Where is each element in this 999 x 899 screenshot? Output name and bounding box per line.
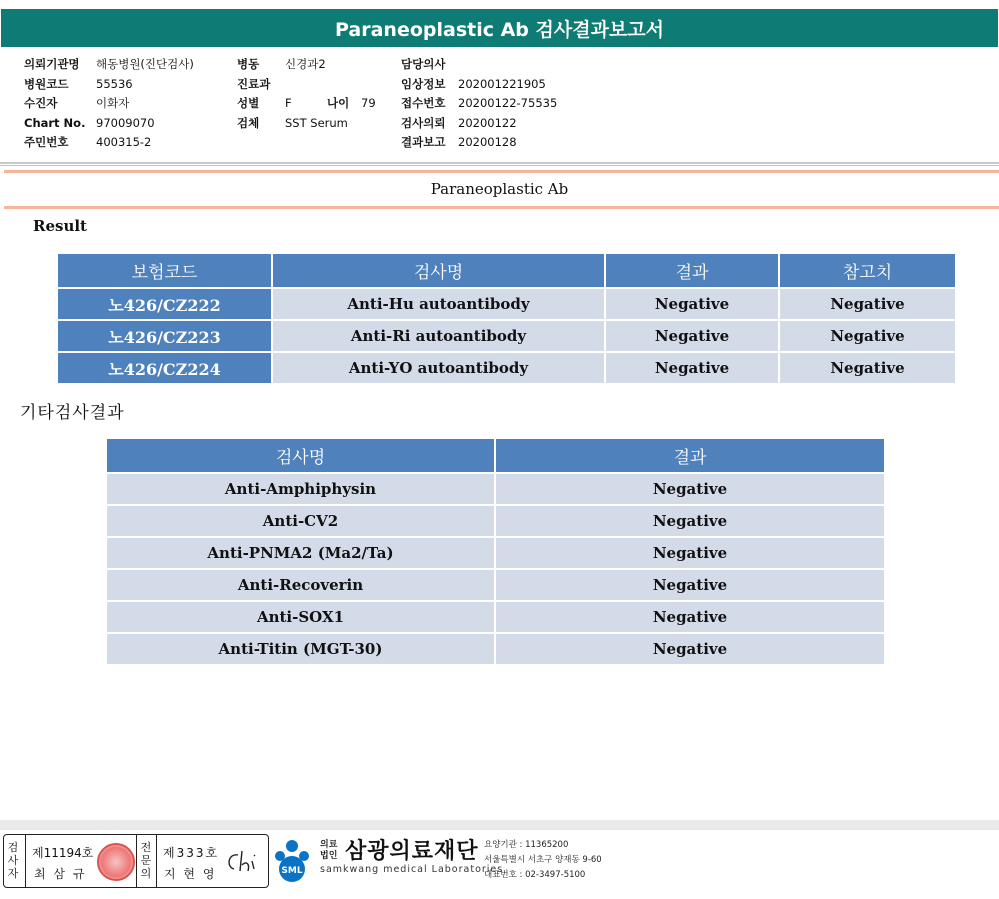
other-table-header bbox=[106, 438, 885, 473]
test-result: Negative bbox=[495, 473, 885, 505]
org-type: 의료 법인 bbox=[320, 840, 338, 861]
reference-value: Negative bbox=[779, 288, 956, 320]
report-subtitle: Paraneoplastic Ab bbox=[430, 180, 569, 198]
insurance-code: 노426/CZ224 bbox=[57, 352, 272, 384]
test-name: Anti-YO autoantibody bbox=[272, 352, 605, 384]
specialist-vertical-label: 전문의 bbox=[140, 841, 152, 880]
org-code: 요양기관 : 11365200 bbox=[484, 840, 569, 850]
info-label: Chart No. bbox=[24, 115, 86, 130]
table-row bbox=[106, 473, 885, 505]
specialist-license-no: 제333호 bbox=[163, 846, 220, 860]
info-value: 해동병원(진단검사) bbox=[96, 57, 194, 71]
info-value: 20200122 bbox=[458, 115, 517, 130]
org-phone: 대표번호 : 02-3497-5100 bbox=[484, 870, 586, 880]
seal-stamp-icon bbox=[97, 843, 135, 881]
test-name: Anti-CV2 bbox=[106, 505, 495, 537]
result-table-header bbox=[57, 253, 956, 288]
inspector-vertical-label: 검사자 bbox=[7, 841, 19, 880]
info-value: 20200122-75535 bbox=[458, 96, 558, 110]
table-row bbox=[57, 288, 956, 320]
test-result: Negative bbox=[605, 352, 779, 384]
info-label: 의뢰기관명 bbox=[24, 57, 80, 71]
col-header-insurance-code: 보험코드 bbox=[57, 253, 272, 288]
insurance-code: 노426/CZ223 bbox=[57, 320, 272, 352]
info-value: 신경과2 bbox=[285, 57, 326, 71]
other-results-heading: 기타검사결과 bbox=[20, 403, 125, 423]
col-header-test-name: 검사명 bbox=[106, 438, 495, 473]
info-value: 55536 bbox=[96, 76, 133, 91]
test-result: Negative bbox=[495, 633, 885, 665]
info-label: 성별 bbox=[237, 96, 260, 110]
info-label: 접수번호 bbox=[401, 96, 446, 110]
age-label: 나이 bbox=[327, 96, 350, 110]
info-label: 진료과 bbox=[237, 76, 271, 91]
info-value: 97009070 bbox=[96, 115, 155, 130]
test-name: Anti-Recoverin bbox=[106, 569, 495, 601]
table-row bbox=[106, 537, 885, 569]
info-col2 bbox=[237, 55, 376, 133]
info-label: 임상정보 bbox=[401, 76, 446, 91]
table-row bbox=[57, 320, 956, 352]
info-label: 병원코드 bbox=[24, 76, 69, 91]
org-name: 삼광의료재단 bbox=[345, 839, 479, 864]
report-title: Paraneoplastic Ab 검사결과보고서 bbox=[1, 9, 998, 47]
table-row bbox=[106, 601, 885, 633]
test-result: Negative bbox=[495, 569, 885, 601]
test-result: Negative bbox=[605, 288, 779, 320]
test-name: Anti-SOX1 bbox=[106, 601, 495, 633]
info-col3 bbox=[401, 55, 557, 153]
info-value: 400315-2 bbox=[96, 135, 152, 149]
test-result: Negative bbox=[495, 505, 885, 537]
org-english-name: samkwang medical Laboratories bbox=[320, 864, 504, 875]
info-label: 결과보고 bbox=[401, 135, 446, 149]
info-label: 검체 bbox=[237, 115, 260, 130]
test-name: Anti-PNMA2 (Ma2/Ta) bbox=[106, 537, 495, 569]
result-heading: Result bbox=[33, 217, 87, 235]
info-label: 병동 bbox=[237, 57, 260, 71]
test-name: Anti-Amphiphysin bbox=[106, 473, 495, 505]
org-address: 서울특별시 서초구 양재동 9-60 bbox=[484, 855, 602, 865]
col-header-reference: 참고치 bbox=[779, 253, 956, 288]
sig-divider bbox=[136, 835, 137, 887]
table-row bbox=[57, 352, 956, 384]
other-results-table bbox=[105, 437, 886, 666]
info-value: 20200128 bbox=[458, 135, 517, 149]
test-name: Anti-Hu autoantibody bbox=[272, 288, 605, 320]
reference-value: Negative bbox=[779, 320, 956, 352]
specialist-name: 지 현 영 bbox=[164, 867, 217, 881]
info-value: 202001221905 bbox=[458, 76, 546, 91]
result-table bbox=[56, 252, 957, 385]
sig-divider bbox=[156, 835, 157, 887]
inspector-name: 최 삼 규 bbox=[34, 867, 87, 881]
footer-band bbox=[0, 820, 999, 830]
subtitle-rule-bottom bbox=[4, 206, 999, 209]
table-row bbox=[106, 569, 885, 601]
col-header-test-name: 검사명 bbox=[272, 253, 605, 288]
info-value: 이화자 bbox=[96, 96, 130, 110]
signature-box bbox=[3, 834, 269, 888]
col-header-result: 결과 bbox=[605, 253, 779, 288]
test-result: Negative bbox=[605, 320, 779, 352]
info-value: F bbox=[285, 96, 292, 110]
subtitle-rule-top bbox=[4, 170, 999, 173]
test-name: Anti-Ri autoantibody bbox=[272, 320, 605, 352]
info-label: 담당의사 bbox=[401, 57, 446, 71]
signature-icon bbox=[224, 847, 262, 877]
insurance-code: 노426/CZ222 bbox=[57, 288, 272, 320]
table-row bbox=[106, 633, 885, 665]
test-result: Negative bbox=[495, 601, 885, 633]
info-label: 수진자 bbox=[24, 96, 58, 110]
test-result: Negative bbox=[495, 537, 885, 569]
header-divider-accent bbox=[0, 165, 999, 166]
col-header-result: 결과 bbox=[495, 438, 885, 473]
inspector-license-no: 제11194호 bbox=[32, 846, 94, 860]
sig-divider bbox=[25, 835, 26, 887]
age-value: 79 bbox=[361, 96, 376, 110]
sml-logo-icon bbox=[270, 836, 314, 884]
info-value: SST Serum bbox=[285, 115, 348, 130]
info-col1 bbox=[24, 55, 194, 153]
sml-logo-text: SML bbox=[281, 866, 303, 876]
info-label: 검사의뢰 bbox=[401, 115, 446, 130]
table-row bbox=[106, 505, 885, 537]
org-contact-info bbox=[484, 838, 602, 883]
header-divider bbox=[0, 162, 999, 164]
info-label: 주민번호 bbox=[24, 135, 69, 149]
test-name: Anti-Titin (MGT-30) bbox=[106, 633, 495, 665]
reference-value: Negative bbox=[779, 352, 956, 384]
